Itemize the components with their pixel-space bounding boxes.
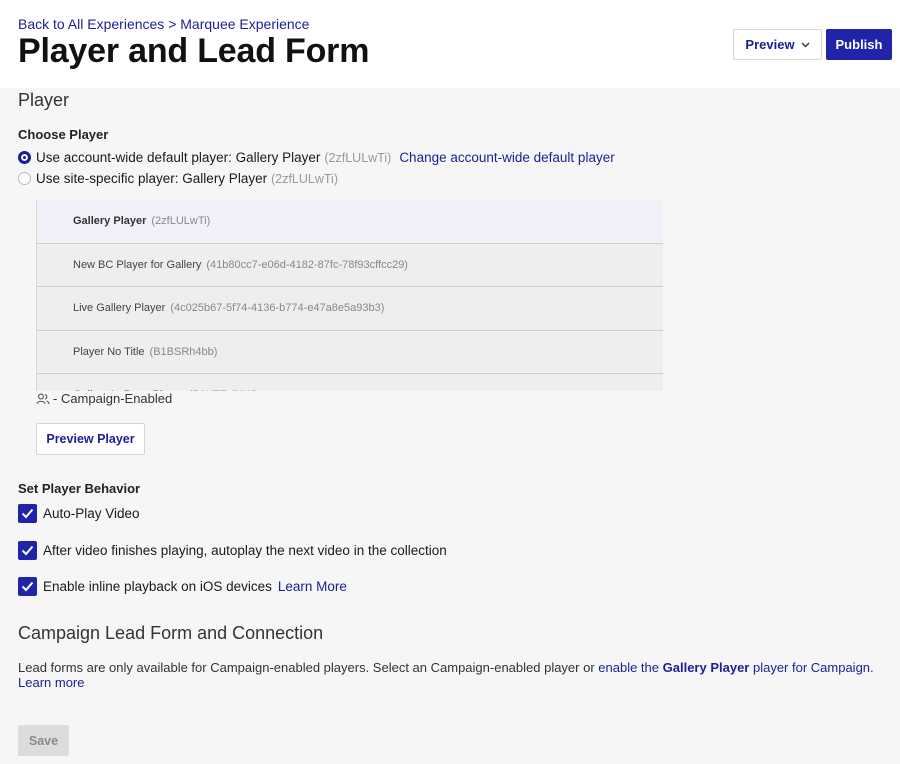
radio-button-unselected[interactable]: [18, 172, 31, 185]
player-name: Live Gallery Player: [73, 302, 166, 315]
campaign-enabled-text: - Campaign-Enabled: [53, 391, 173, 406]
player-name: Player No Title: [73, 345, 145, 358]
autoplay-next-checkbox[interactable]: [18, 541, 37, 560]
inline-ios-checkbox[interactable]: [18, 577, 37, 596]
player-id: (B1BSRh4bb): [149, 345, 218, 358]
player-id: (4c025b67-5f74-4136-b774-e47a8e5a93b3): [170, 302, 385, 315]
campaign-learn-more-link[interactable]: Learn more: [18, 675, 85, 690]
choose-player-label: Choose Player: [18, 127, 109, 142]
inline-ios-learn-more-link[interactable]: Learn More: [277, 579, 347, 594]
autoplay-next-label: After video finishes playing, autoplay the next video in the collection: [43, 543, 447, 558]
inline-ios-label: Enable inline playback on iOS devices: [43, 579, 272, 594]
preview-label: Preview: [745, 37, 795, 52]
enable-gallery-player-link[interactable]: [598, 660, 870, 675]
users-icon: [36, 393, 50, 405]
enable-link-text: enable the: [598, 660, 663, 675]
breadcrumb: [18, 16, 309, 32]
breadcrumb-separator: >: [168, 16, 177, 32]
lead-form-info-text: Lead forms are only available for Campaign-enabled players. Select an Campaign-enabled player or: [18, 660, 599, 675]
player-name: Gallery Player: [73, 215, 147, 228]
player-list[interactable]: [36, 200, 663, 391]
chevron-down-icon: [801, 42, 810, 48]
autoplay-next-option[interactable]: [18, 541, 447, 560]
autoplay-checkbox[interactable]: [18, 504, 37, 523]
player-list-item[interactable]: [37, 374, 663, 391]
player-id: [189, 389, 257, 391]
player-behavior-label: Set Player Behavior: [18, 481, 141, 496]
preview-player-button[interactable]: Preview Player: [36, 423, 145, 455]
preview-dropdown-button[interactable]: [733, 29, 822, 60]
breadcrumb-current-link[interactable]: Marquee Experience: [180, 16, 310, 32]
page-title: Player and Lead Form: [18, 32, 370, 70]
checkmark-icon: [21, 508, 34, 519]
checkmark-icon: [21, 545, 34, 556]
lead-form-info: [18, 660, 878, 690]
player-list-item[interactable]: [37, 244, 663, 288]
campaign-enabled-legend: [36, 391, 172, 406]
change-default-player-link[interactable]: Change account-wide default player: [399, 150, 615, 165]
enable-link-suffix: player for Campaign: [749, 660, 871, 675]
player-list-item-selected[interactable]: [37, 200, 663, 244]
publish-button[interactable]: Publish: [826, 29, 892, 60]
account-wide-player-label: Use account-wide default player: Gallery Player: [36, 150, 321, 165]
lead-form-info-separator: .: [870, 660, 874, 675]
player-list-item[interactable]: [37, 287, 663, 331]
enable-link-player-name: Gallery Player: [662, 660, 750, 675]
radio-account-wide-player[interactable]: [18, 150, 615, 165]
site-specific-player-id: (2zfLULwTi): [271, 171, 338, 186]
campaign-section-title: Campaign Lead Form and Connection: [18, 623, 324, 643]
player-name: New BC Player for Gallery: [73, 258, 202, 271]
autoplay-label: Auto-Play Video: [43, 506, 140, 521]
player-section-title: Player: [18, 90, 70, 110]
checkmark-icon: [21, 581, 34, 592]
page-header: [0, 0, 900, 88]
breadcrumb-back-link[interactable]: Back to All Experiences: [18, 16, 165, 32]
radio-site-specific-player[interactable]: [18, 171, 338, 186]
account-wide-player-id: (2zfLULwTi): [324, 150, 392, 165]
autoplay-video-option[interactable]: [18, 504, 140, 523]
site-specific-player-label: Use site-specific player: Gallery Player: [36, 171, 268, 186]
radio-button-selected[interactable]: [18, 151, 31, 164]
player-id: (2zfLULwTi): [151, 215, 211, 228]
player-list-item[interactable]: [37, 331, 663, 375]
inline-ios-option[interactable]: [18, 577, 347, 596]
player-id: (41b80cc7-e06d-4182-87fc-78f93cffcc29): [206, 258, 408, 271]
save-button[interactable]: Save: [18, 725, 69, 756]
